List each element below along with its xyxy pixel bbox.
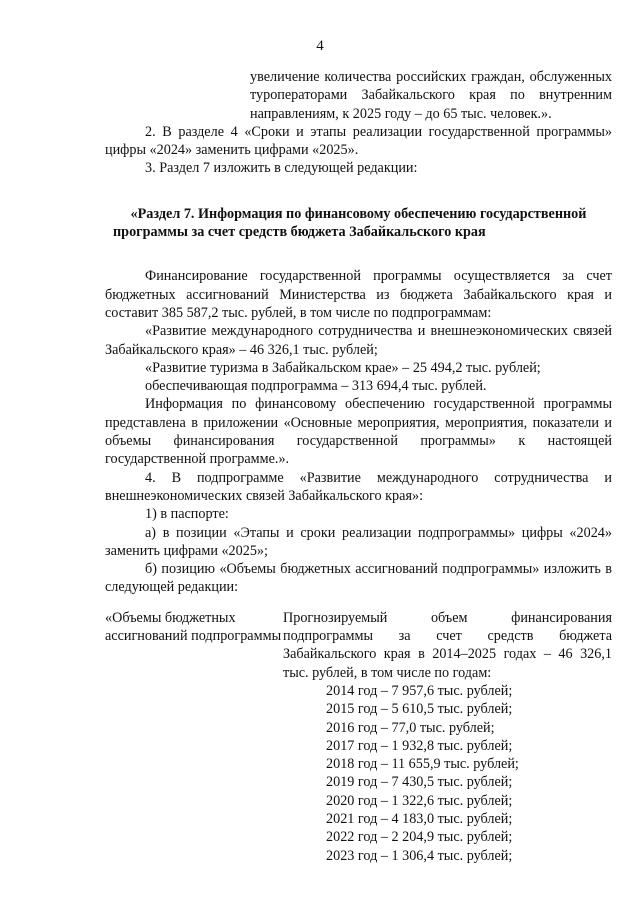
section-heading: «Раздел 7. Информация по финансовому обеспечению государственной программы за счет средств бюджета Забайкальского края [113, 205, 587, 241]
year-row: 2022 год – 2 204,9 тыс. рублей; [326, 829, 513, 846]
year-list [283, 682, 612, 865]
year-row: 2020 год – 1 322,6 тыс. рублей; [326, 792, 513, 809]
year-row: 2014 год – 7 957,6 тыс. рублей; [326, 682, 513, 699]
item-4: 4. В подпрограмме «Развитие международного сотрудничества и внешнеэкономических связей Забайкальского края»: [105, 469, 612, 504]
item-3: 3. Раздел 7 изложить в следующей редакции: [145, 160, 418, 177]
year-row: 2015 год – 5 610,5 тыс. рублей; [326, 701, 513, 718]
year-row: 2019 год – 7 430,5 тыс. рублей; [326, 774, 513, 791]
info-paragraph: Информация по финансовому обеспечению государственной программы представлена в приложении «Основные мероприятия, мероприятия, показатели и объемы финансирования государственной программы» к настоящей государственной программе.». [105, 396, 612, 468]
subprogram-2: «Развитие туризма в Забайкальском крае» – 25 494,2 тыс. рублей; [145, 359, 541, 376]
item-4-b: б) позицию «Объемы бюджетных ассигнований подпрограммы» изложить в следующей редакции: [105, 561, 612, 596]
subprogram-3: обеспечивающая подпрограмма – 313 694,4 тыс. рублей. [145, 378, 487, 395]
document-body [105, 68, 612, 865]
table-right-text: Прогнозируемый объем финансирования подпрограммы за счет средств бюджета Забайкальского края в 2014–2025 годах – 46 326,1 тыс. рублей, в том числе по годам: [283, 609, 612, 681]
year-row: 2017 год – 1 932,8 тыс. рублей; [326, 737, 513, 754]
table-left-cell: «Объемы бюджетных ассигнований подпрограммы [105, 609, 282, 645]
budget-table [105, 609, 612, 865]
page-number: 4 [316, 38, 324, 54]
year-row: 2023 год – 1 306,4 тыс. рублей; [326, 847, 513, 864]
item-2: 2. В разделе 4 «Сроки и этапы реализации государственной программы» цифры «2024» заменить цифрами «2025». [105, 123, 612, 159]
continuation-text: увеличение количества российских граждан, обслуженных туроператорами Забайкальского края по внутренним направлениям, к 2025 году – до 65 тыс. человек.». [250, 69, 612, 122]
item-4-a: а) в позиции «Этапы и сроки реализации подпрограммы» цифры «2024» заменить цифрами «2025»; [105, 524, 612, 559]
item-4-1: 1) в паспорте: [145, 506, 229, 523]
subprogram-1: «Развитие международного сотрудничества и внешнеэкономических связей Забайкальского края» – 46 326,1 тыс. рублей; [105, 323, 612, 358]
table-right-cell [283, 609, 612, 865]
year-row: 2021 год – 4 183,0 тыс. рублей; [326, 810, 513, 827]
financing-paragraph: Финансирование государственной программы осуществляется за счет бюджетных ассигнований Министерства из бюджета Забайкальского края и составит 385 587,2 тыс. рублей, в том числе по подпрограммам: [105, 268, 612, 321]
year-row: 2016 год – 77,0 тыс. рублей; [326, 719, 495, 736]
year-row: 2018 год – 11 655,9 тыс. рублей; [326, 756, 519, 773]
